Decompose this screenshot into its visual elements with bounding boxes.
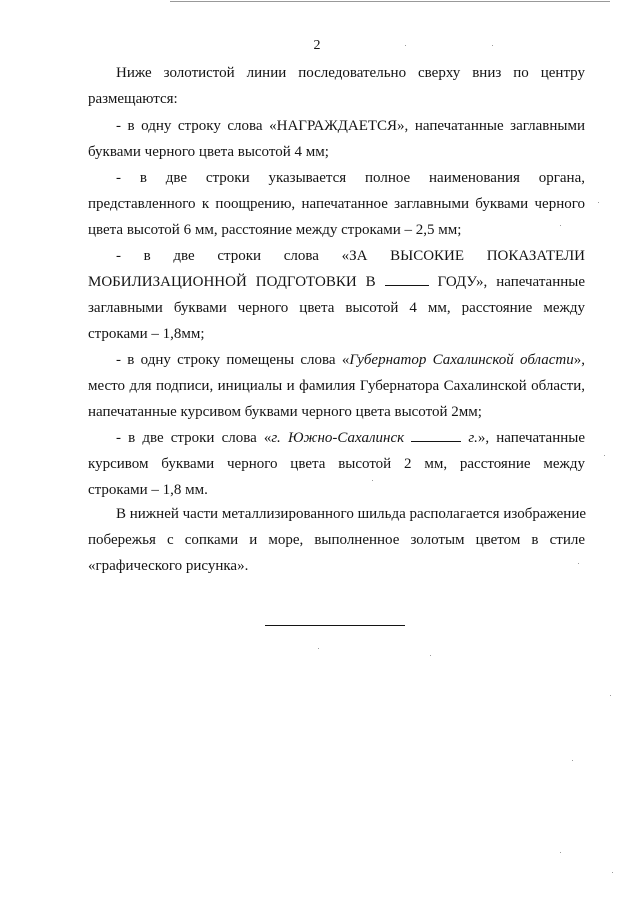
scan-speck xyxy=(578,563,579,564)
scan-speck xyxy=(405,45,406,46)
text-line: напечатанные курсивом буквами черного цвета высотой 2мм; xyxy=(88,404,482,420)
text-line: побережья с сопками и море, выполненное золотым цветом в стиле xyxy=(88,532,585,548)
text-line: размещаются: xyxy=(88,91,178,107)
scan-speck xyxy=(572,760,573,761)
text-fragment: МОБИЛИЗАЦИОННОЙ ПОДГОТОВКИ В xyxy=(88,274,376,290)
text-line: курсивом буквами черного цвета высотой 2 мм, расстояние между xyxy=(88,456,585,472)
text-line: В нижней части металлизированного шильда располагается изображение xyxy=(116,506,587,522)
year-blank-line xyxy=(411,429,461,442)
text-line: - в одну строку слова «НАГРАЖДАЕТСЯ», напечатанные заглавными xyxy=(116,118,585,134)
text-fragment: », xyxy=(573,352,585,368)
paragraph-organ-name xyxy=(88,165,585,243)
scan-speck xyxy=(560,225,561,226)
top-border-line xyxy=(170,1,610,2)
paragraph-gold-line-intro xyxy=(88,60,585,112)
text-line: заглавными буквами черного цвета высотой 4 мм, расстояние между xyxy=(88,300,585,316)
text-line: цвета высотой 6 мм, расстояние между строками – 2,5 мм; xyxy=(88,222,462,238)
text-line: место для подписи, инициалы и фамилия Губернатора Сахалинской области, xyxy=(88,378,585,394)
text-line xyxy=(88,347,585,373)
text-line: представленного к поощрению, напечатанное заглавными буквами черного xyxy=(88,196,585,212)
page-number: 2 xyxy=(313,38,321,53)
text-line: «графического рисунка». xyxy=(88,558,249,574)
paragraph-za-vysokie-pokazateli xyxy=(88,243,585,347)
scan-speck xyxy=(612,872,613,873)
text-line xyxy=(88,425,585,451)
scan-speck xyxy=(610,695,611,696)
text-line: Ниже золотистой линии последовательно сверху вниз по центру xyxy=(116,65,585,81)
paragraph-city-date xyxy=(88,425,585,503)
paragraph-coast-image xyxy=(88,501,585,579)
paragraph-governor-signature xyxy=(88,347,585,425)
paragraph-nagrazhdaetsya xyxy=(88,113,585,165)
scan-speck xyxy=(492,45,493,46)
closing-separator-line xyxy=(265,625,405,626)
text-line: строками – 1,8 мм. xyxy=(88,482,208,498)
scan-speck xyxy=(604,455,605,456)
text-fragment: », напечатанные xyxy=(477,430,586,446)
text-fragment: - в одну строку помещены слова « xyxy=(116,352,350,368)
text-fragment: ГОДУ», напечатанные xyxy=(437,274,586,290)
text-line: буквами черного цвета высотой 4 мм; xyxy=(88,144,329,160)
italic-fragment: Губернатор Сахалинской области xyxy=(349,352,574,368)
text-line xyxy=(88,269,585,295)
italic-fragment: г. xyxy=(468,430,478,446)
scan-speck xyxy=(372,480,373,481)
text-line: строками – 1,8мм; xyxy=(88,326,205,342)
scan-speck xyxy=(598,202,599,203)
year-blank-line xyxy=(385,273,429,286)
text-fragment: - в две строки слова « xyxy=(116,430,272,446)
italic-fragment: г. Южно-Сахалинск xyxy=(271,430,405,446)
scan-speck xyxy=(318,648,319,649)
scan-speck xyxy=(430,655,431,656)
text-line: - в две строки указывается полное наименования органа, xyxy=(116,170,585,186)
text-line: - в две строки слова «ЗА ВЫСОКИЕ ПОКАЗАТЕЛИ xyxy=(116,248,585,264)
scan-speck xyxy=(560,852,561,853)
